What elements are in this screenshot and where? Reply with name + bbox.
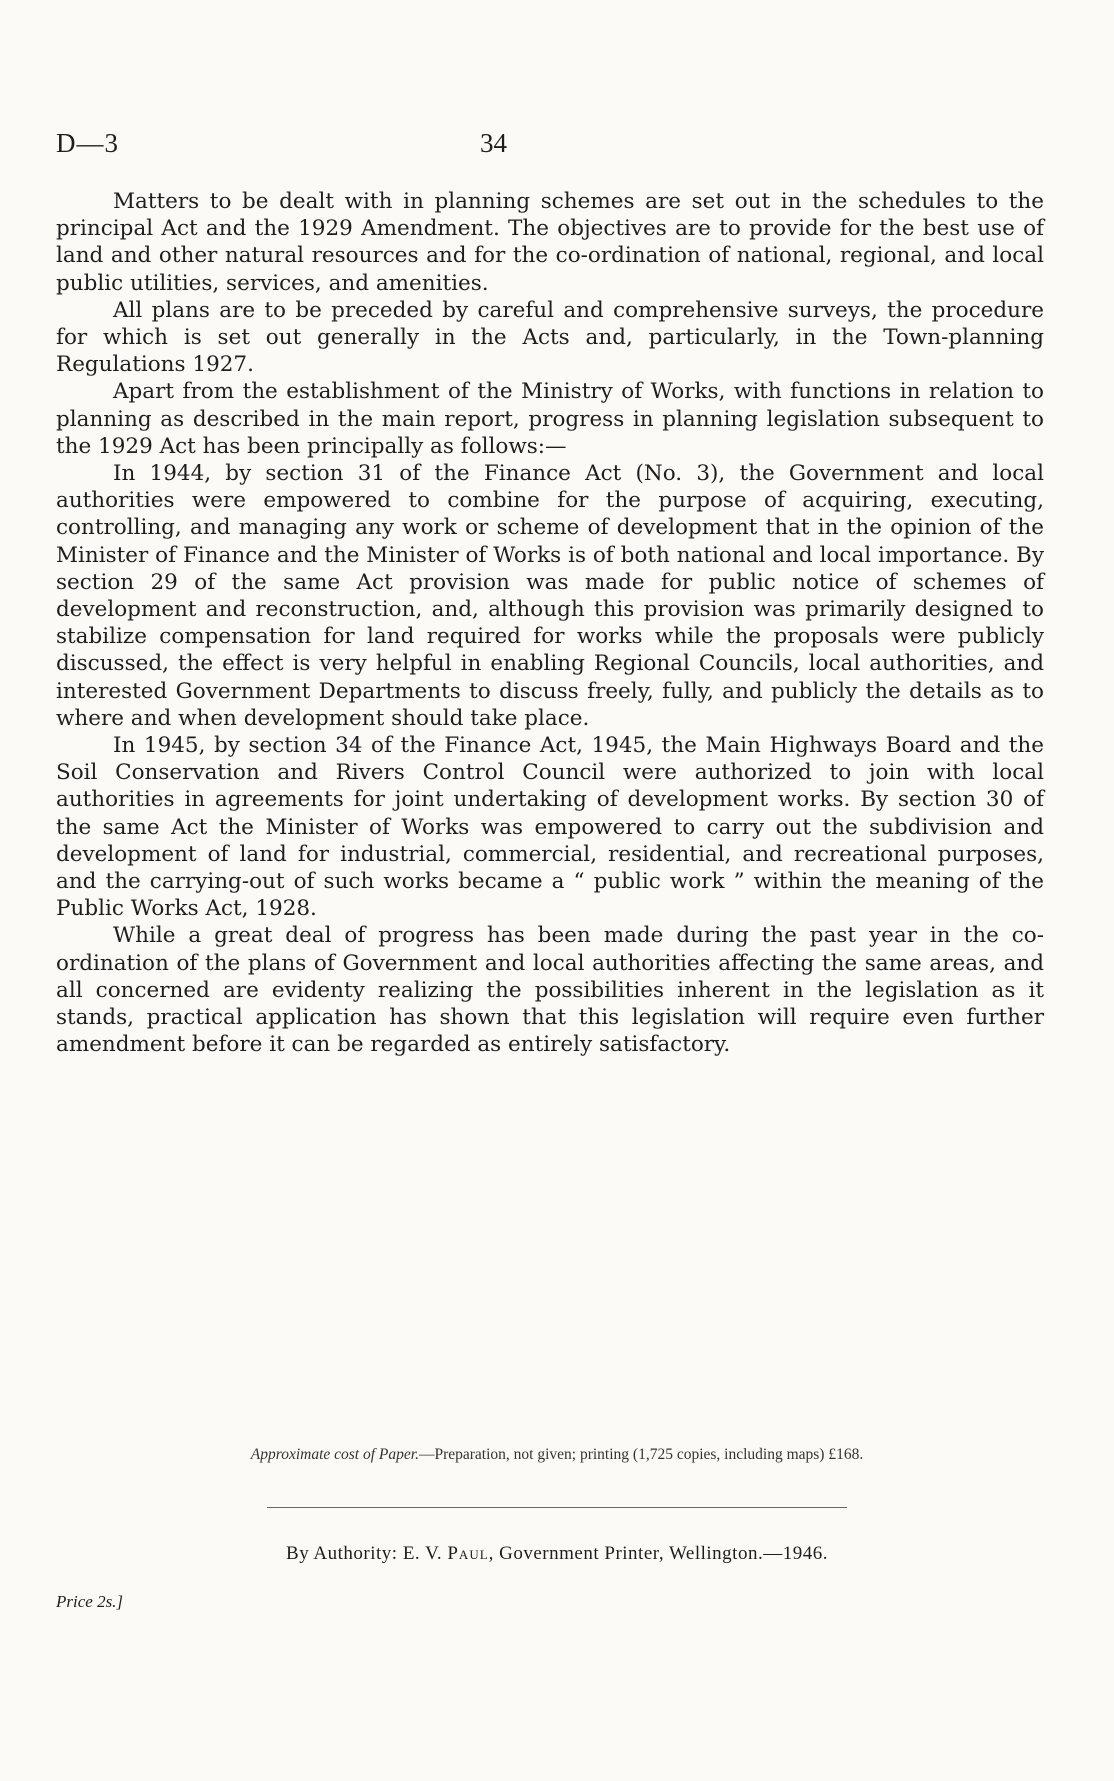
printer-imprint xyxy=(0,1543,1114,1565)
imprint-prefix: By Authority: E. V. xyxy=(286,1543,448,1564)
imprint-printer-name: Paul xyxy=(447,1543,489,1564)
cost-text: —Preparation, not given; printing (1,725 copies, including maps) £168. xyxy=(418,1446,864,1463)
cost-note xyxy=(0,1446,1114,1464)
paragraph-legislation-progress: Apart from the establishment of the Ministry of Works, with functions in relation to planning as described in the main report, progress in planning legislation subsequent to the 1929 Act has been principally as follows:— xyxy=(56,379,1044,459)
footer-divider xyxy=(267,1507,847,1508)
paragraph-surveys: All plans are to be preceded by careful and comprehensive surveys, the procedure for which is set out generally in the Acts and, particularly, in the Town-planning Regulations 1927. xyxy=(56,297,1044,378)
paragraph-conclusion: While a great deal of progress has been made during the past year in the co-ordination of the plans of Government and local authorities affecting the same areas, and all concerned are evidenty realizing the possibilities inherent in the legislation as it stands, practical application has shown that this legislation will require even further amendment before it can be regarded as entirely satisfactory. xyxy=(56,923,1044,1058)
paragraph-planning-schemes: Matters to be dealt with in planning schemes are set out in the schedules to the principal Act and the 1929 Amendment. The objectives are to provide for the best use of land and other natural resources and for the co-ordination of national, regional, and local public utilities, services, and amenities. xyxy=(56,189,1044,296)
cost-label: Approximate cost of Paper. xyxy=(250,1446,419,1463)
page-number: 34 xyxy=(480,128,507,158)
imprint-suffix: , Government Printer, Wellington.—1946. xyxy=(488,1543,828,1564)
body-text xyxy=(56,188,1044,1059)
paragraph-1944-finance-act: In 1944, by section 31 of the Finance Act (No. 3), the Government and local authorities were empowered to combine for the purpose of acquiring, executing, controlling, and managing any work or scheme of development that in the opinion of the Minister of Finance and the Minister of Works is of both national and local importance. By section 29 of the same Act provision was made for public notice of schemes of development and reconstruction, and, although this provision was primarily designed to stabilize compensation for land required for works while the proposals were publicly discussed, the effect is very helpful in enabling Regional Councils, local authorities, and interested Government Departments to discuss freely, fully, and publicly the details as to where and when development should take place. xyxy=(56,461,1044,731)
report-reference: D—3 xyxy=(56,128,119,158)
paragraph-1945-finance-act: In 1945, by section 34 of the Finance Act, 1945, the Main Highways Board and the Soil Conservation and Rivers Control Council were authorized to join with local authorities in agreements for joint undertaking of development works. By section 30 of the same Act the Minister of Works was empowered to carry out the subdivision and development of land for industrial, commercial, residential, and recreational purposes, and the carrying-out of such works became a “ public work ” within the meaning of the Public Works Act, 1928. xyxy=(56,733,1044,922)
price-label: Price 2s.] xyxy=(56,1592,124,1611)
